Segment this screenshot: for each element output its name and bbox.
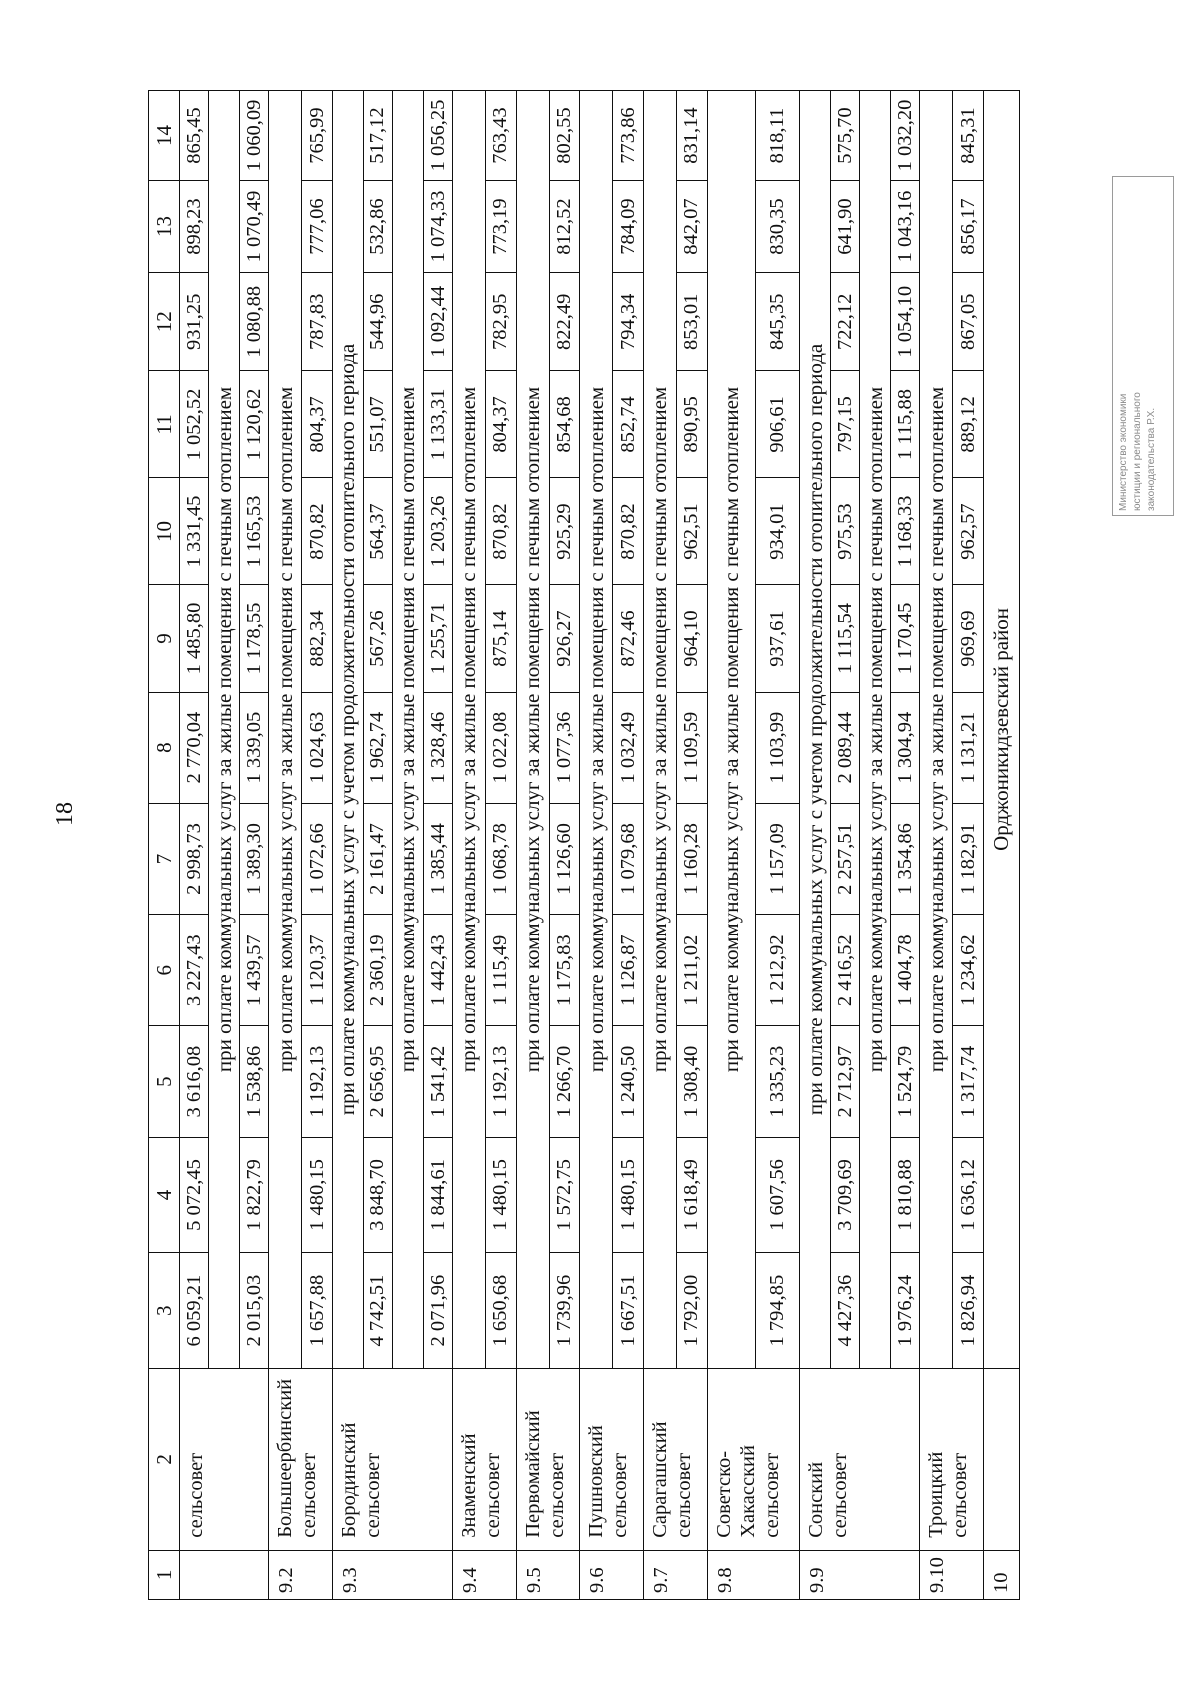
header-cell: 7 — [149, 803, 180, 914]
data-row — [180, 91, 209, 1600]
tariff-table-wrapper — [148, 90, 1020, 1600]
value-cell: 1 043,16 — [891, 180, 920, 272]
value-cell: 890,95 — [677, 371, 708, 478]
header-cell: 10 — [149, 478, 180, 585]
value-cell: 870,82 — [486, 478, 517, 585]
district-row — [983, 91, 1019, 1600]
value-cell: 1 328,46 — [424, 692, 453, 803]
value-cell: 1 070,49 — [240, 180, 269, 272]
value-cell: 1 054,10 — [891, 273, 920, 371]
value-cell: 853,01 — [677, 273, 708, 371]
value-cell: 931,25 — [180, 273, 209, 371]
value-cell: 1 657,88 — [302, 1253, 333, 1369]
value-cell: 3 227,43 — [180, 915, 209, 1026]
value-cell: 2 360,19 — [364, 915, 393, 1026]
value-cell: 564,37 — [364, 478, 393, 585]
value-cell: 1 266,70 — [549, 1026, 580, 1137]
value-cell: 787,83 — [302, 273, 333, 371]
section-row — [643, 91, 676, 1600]
value-cell: 1 165,53 — [240, 478, 269, 585]
value-cell: 1 308,40 — [677, 1026, 708, 1137]
value-cell: 782,95 — [486, 273, 517, 371]
municipality-name-line: Советско-Хакасский — [712, 1445, 759, 1538]
value-cell: 812,52 — [549, 180, 580, 272]
header-cell: 4 — [149, 1137, 180, 1253]
value-cell: 830,35 — [755, 180, 799, 272]
municipality-name-line: сельсовет — [545, 1452, 568, 1538]
stamp-line: Министерство экономики — [1118, 393, 1129, 511]
value-cell: 975,53 — [831, 478, 860, 585]
section-caption: при оплате коммунальных услуг за жилые помещения с печным отоплением — [392, 91, 423, 1369]
value-cell: 1 080,88 — [240, 273, 269, 371]
value-cell: 1 976,24 — [891, 1253, 920, 1369]
section-caption: при оплате коммунальных услуг за жилые помещения с печным отоплением — [643, 91, 676, 1369]
value-cell: 1 168,33 — [891, 478, 920, 585]
value-cell: 1 480,15 — [613, 1137, 644, 1253]
value-cell: 2 015,03 — [240, 1253, 269, 1369]
section-row — [920, 91, 953, 1600]
value-cell: 1 442,43 — [424, 915, 453, 1026]
row-number: 9.8 — [707, 1550, 799, 1599]
value-cell: 831,14 — [677, 91, 708, 181]
value-cell: 1 109,59 — [677, 692, 708, 803]
value-cell: 926,27 — [549, 585, 580, 692]
value-cell: 4 742,51 — [364, 1253, 393, 1369]
municipality-name-line: сельсовет — [361, 1452, 384, 1538]
value-cell: 906,61 — [755, 371, 799, 478]
header-cell: 2 — [149, 1368, 180, 1550]
value-cell: 1 126,60 — [549, 803, 580, 914]
page-number: 18 — [52, 802, 78, 826]
value-cell: 2 257,51 — [831, 803, 860, 914]
value-cell: 2 161,47 — [364, 803, 393, 914]
value-cell: 763,43 — [486, 91, 517, 181]
section-caption: при оплате коммунальных услуг за жилые помещения с печным отоплением — [269, 91, 302, 1369]
value-cell: 1 182,91 — [953, 803, 984, 914]
value-cell: 1 060,09 — [240, 91, 269, 181]
municipality-name-line: Большеербинский — [274, 1378, 297, 1538]
section-caption: при оплате коммунальных услуг за жилые помещения с печным отоплением — [452, 91, 485, 1369]
value-cell: 1 385,44 — [424, 803, 453, 914]
value-cell: 969,69 — [953, 585, 984, 692]
value-cell: 1 074,33 — [424, 180, 453, 272]
value-cell: 1 234,62 — [953, 915, 984, 1026]
row-number: 9.5 — [516, 1550, 580, 1599]
value-cell: 1 335,23 — [755, 1026, 799, 1137]
value-cell: 1 211,02 — [677, 915, 708, 1026]
value-cell: 2 071,96 — [424, 1253, 453, 1369]
value-cell: 1 485,80 — [180, 585, 209, 692]
value-cell: 2 712,97 — [831, 1026, 860, 1137]
value-cell: 865,45 — [180, 91, 209, 181]
municipality-name-line: сельсовет — [760, 1452, 783, 1538]
value-cell: 1 160,28 — [677, 803, 708, 914]
municipality-name — [920, 1368, 984, 1550]
value-cell: 1 439,57 — [240, 915, 269, 1026]
stamp-line: законодательства Р.Х. — [1146, 407, 1157, 511]
value-cell: 962,57 — [953, 478, 984, 585]
value-cell: 842,07 — [677, 180, 708, 272]
municipality-name-line: Пушновский — [585, 1425, 608, 1538]
value-cell: 845,31 — [953, 91, 984, 181]
value-cell: 1 331,45 — [180, 478, 209, 585]
value-cell: 777,06 — [302, 180, 333, 272]
value-cell: 1 079,68 — [613, 803, 644, 914]
value-cell: 1 175,83 — [549, 915, 580, 1026]
value-cell: 875,14 — [486, 585, 517, 692]
value-cell: 794,34 — [613, 273, 644, 371]
district-name: Орджоникидзевский район — [983, 91, 1019, 1369]
value-cell: 1 203,26 — [424, 478, 453, 585]
stamp-line: юстиции и регионального — [1132, 392, 1143, 511]
municipality-name-line: Знаменский — [457, 1433, 480, 1538]
municipality-name-line: сельсовет — [298, 1452, 321, 1538]
header-cell: 6 — [149, 915, 180, 1026]
municipality-name — [580, 1368, 644, 1550]
header-cell: 11 — [149, 371, 180, 478]
value-cell: 641,90 — [831, 180, 860, 272]
value-cell: 1 120,37 — [302, 915, 333, 1026]
section-caption: при оплате коммунальных услуг за жилые помещения с печным отоплением — [707, 91, 755, 1369]
value-cell: 3 616,08 — [180, 1026, 209, 1137]
value-cell: 1 538,86 — [240, 1026, 269, 1137]
municipality-name — [332, 1368, 452, 1550]
value-cell: 1 126,87 — [613, 915, 644, 1026]
stamp-text — [1113, 177, 1174, 516]
value-cell: 856,17 — [953, 180, 984, 272]
header-cell: 14 — [149, 91, 180, 181]
value-cell: 1 541,42 — [424, 1026, 453, 1137]
municipality-name — [180, 1368, 269, 1550]
row-number: 9.7 — [643, 1550, 707, 1599]
value-cell: 822,49 — [549, 273, 580, 371]
value-cell: 1 480,15 — [302, 1137, 333, 1253]
value-cell: 765,99 — [302, 91, 333, 181]
value-cell: 964,10 — [677, 585, 708, 692]
value-cell: 1 192,13 — [486, 1026, 517, 1137]
registration-stamp — [1112, 176, 1174, 516]
value-cell: 1 115,54 — [831, 585, 860, 692]
header-cell: 8 — [149, 692, 180, 803]
municipality-name-line: сельсовет — [185, 1452, 208, 1538]
municipality-name — [800, 1368, 920, 1550]
value-cell: 517,12 — [364, 91, 393, 181]
value-cell: 934,01 — [755, 478, 799, 585]
section-caption: при оплате коммунальных услуг за жилые помещения с печным отоплением — [580, 91, 613, 1369]
section-caption: при оплате коммунальных услуг за жилые помещения с печным отоплением — [209, 91, 240, 1369]
section-caption: при оплате коммунальных услуг за жилые помещения с печным отоплением — [516, 91, 549, 1369]
value-cell: 1 389,30 — [240, 803, 269, 914]
tariff-table — [148, 90, 1020, 1600]
value-cell: 1 157,09 — [755, 803, 799, 914]
value-cell: 852,74 — [613, 371, 644, 478]
value-cell: 1 826,94 — [953, 1253, 984, 1369]
value-cell: 804,37 — [486, 371, 517, 478]
value-cell: 773,86 — [613, 91, 644, 181]
value-cell: 1 650,68 — [486, 1253, 517, 1369]
header-cell: 3 — [149, 1253, 180, 1369]
value-cell: 1 317,74 — [953, 1026, 984, 1137]
value-cell: 882,34 — [302, 585, 333, 692]
value-cell: 1 120,62 — [240, 371, 269, 478]
value-cell: 2 416,52 — [831, 915, 860, 1026]
municipality-name-line: сельсовет — [609, 1452, 632, 1538]
header-cell: 12 — [149, 273, 180, 371]
value-cell: 1 636,12 — [953, 1137, 984, 1253]
row-number: 9.2 — [269, 1550, 333, 1599]
section-caption: при оплате коммунальных услуг с учетом продолжительности отопительного периода — [800, 91, 831, 1369]
municipality-name — [707, 1368, 799, 1550]
value-cell: 818,11 — [755, 91, 799, 181]
value-cell: 797,15 — [831, 371, 860, 478]
section-row — [580, 91, 613, 1600]
value-cell: 784,09 — [613, 180, 644, 272]
value-cell: 1 822,79 — [240, 1137, 269, 1253]
value-cell: 962,51 — [677, 478, 708, 585]
value-cell: 532,86 — [364, 180, 393, 272]
row-number: 9.3 — [332, 1550, 452, 1599]
value-cell: 1 131,21 — [953, 692, 984, 803]
section-row — [707, 91, 755, 1600]
value-cell: 1 240,50 — [613, 1026, 644, 1137]
value-cell: 1 032,20 — [891, 91, 920, 181]
value-cell: 1 667,51 — [613, 1253, 644, 1369]
municipality-name-line: сельсовет — [672, 1452, 695, 1538]
value-cell: 1 115,49 — [486, 915, 517, 1026]
value-cell: 1 304,94 — [891, 692, 920, 803]
value-cell: 1 524,79 — [891, 1026, 920, 1137]
value-cell: 1 133,31 — [424, 371, 453, 478]
value-cell: 722,12 — [831, 273, 860, 371]
section-row — [332, 91, 363, 1600]
value-cell: 889,12 — [953, 371, 984, 478]
row-number — [180, 1550, 269, 1599]
value-cell: 802,55 — [549, 91, 580, 181]
municipality-name-line: Первомайский — [521, 1410, 544, 1538]
value-cell: 1 354,86 — [891, 803, 920, 914]
value-cell: 870,82 — [613, 478, 644, 585]
section-row — [800, 91, 831, 1600]
header-cell: 9 — [149, 585, 180, 692]
municipality-name-line: сельсовет — [481, 1452, 504, 1538]
value-cell: 1 022,08 — [486, 692, 517, 803]
value-cell: 3 848,70 — [364, 1137, 393, 1253]
value-cell: 870,82 — [302, 478, 333, 585]
value-cell: 1 092,44 — [424, 273, 453, 371]
value-cell: 5 072,45 — [180, 1137, 209, 1253]
value-cell: 1 115,88 — [891, 371, 920, 478]
municipality-name-line: Бородинский — [337, 1422, 360, 1538]
row-number: 10 — [983, 1550, 1019, 1599]
value-cell: 872,46 — [613, 585, 644, 692]
value-cell: 867,05 — [953, 273, 984, 371]
value-cell: 1 056,25 — [424, 91, 453, 181]
section-caption: при оплате коммунальных услуг с учетом продолжительности отопительного периода — [332, 91, 363, 1369]
value-cell: 2 656,95 — [364, 1026, 393, 1137]
value-cell: 1 339,05 — [240, 692, 269, 803]
municipality-name — [452, 1368, 516, 1550]
value-cell: 937,61 — [755, 585, 799, 692]
value-cell: 1 052,52 — [180, 371, 209, 478]
section-row — [516, 91, 549, 1600]
value-cell: 1 962,74 — [364, 692, 393, 803]
value-cell: 2 770,04 — [180, 692, 209, 803]
value-cell: 544,96 — [364, 273, 393, 371]
value-cell: 3 709,69 — [831, 1137, 860, 1253]
value-cell: 1 844,61 — [424, 1137, 453, 1253]
header-cell: 1 — [149, 1550, 180, 1599]
row-number: 9.4 — [452, 1550, 516, 1599]
value-cell: 1 178,55 — [240, 585, 269, 692]
value-cell: 1 170,45 — [891, 585, 920, 692]
value-cell: 773,19 — [486, 180, 517, 272]
value-cell: 2 089,44 — [831, 692, 860, 803]
value-cell: 1 032,49 — [613, 692, 644, 803]
header-cell: 5 — [149, 1026, 180, 1137]
value-cell: 1 192,13 — [302, 1026, 333, 1137]
value-cell: 1 810,88 — [891, 1137, 920, 1253]
header-row — [149, 91, 180, 1600]
value-cell: 1 794,85 — [755, 1253, 799, 1369]
value-cell: 1 404,78 — [891, 915, 920, 1026]
table-body — [149, 91, 1020, 1600]
value-cell: 1 607,56 — [755, 1137, 799, 1253]
value-cell: 2 998,73 — [180, 803, 209, 914]
value-cell: 1 103,99 — [755, 692, 799, 803]
municipality-name-line: Троицкий сельсовет — [925, 1451, 972, 1538]
value-cell: 1 618,49 — [677, 1137, 708, 1253]
row-number: 9.10 — [920, 1550, 984, 1599]
value-cell: 1 572,75 — [549, 1137, 580, 1253]
municipality-name-line: Сонский сельсовет — [805, 1452, 852, 1538]
value-cell: 804,37 — [302, 371, 333, 478]
section-row — [452, 91, 485, 1600]
value-cell: 1 255,71 — [424, 585, 453, 692]
value-cell: 4 427,36 — [831, 1253, 860, 1369]
value-cell: 575,70 — [831, 91, 860, 181]
header-cell: 13 — [149, 180, 180, 272]
value-cell: 6 059,21 — [180, 1253, 209, 1369]
municipality-name — [643, 1368, 707, 1550]
section-caption: при оплате коммунальных услуг за жилые помещения с печным отоплением — [860, 91, 891, 1369]
value-cell: 1 792,00 — [677, 1253, 708, 1369]
row-number: 9.6 — [580, 1550, 644, 1599]
value-cell: 1 072,66 — [302, 803, 333, 914]
section-row — [269, 91, 302, 1600]
value-cell: 1 068,78 — [486, 803, 517, 914]
value-cell: 845,35 — [755, 273, 799, 371]
value-cell: 1 077,36 — [549, 692, 580, 803]
municipality-name-line: Сарагашский — [648, 1421, 671, 1538]
value-cell: 854,68 — [549, 371, 580, 478]
value-cell: 1 480,15 — [486, 1137, 517, 1253]
value-cell: 1 212,92 — [755, 915, 799, 1026]
value-cell: 898,23 — [180, 180, 209, 272]
row-number: 9.9 — [800, 1550, 920, 1599]
value-cell: 1 739,96 — [549, 1253, 580, 1369]
municipality-name — [516, 1368, 580, 1550]
municipality-name — [269, 1368, 333, 1550]
value-cell: 567,26 — [364, 585, 393, 692]
value-cell: 1 024,63 — [302, 692, 333, 803]
value-cell: 551,07 — [364, 371, 393, 478]
section-caption: при оплате коммунальных услуг за жилые помещения с печным отоплением — [920, 91, 953, 1369]
value-cell: 925,29 — [549, 478, 580, 585]
